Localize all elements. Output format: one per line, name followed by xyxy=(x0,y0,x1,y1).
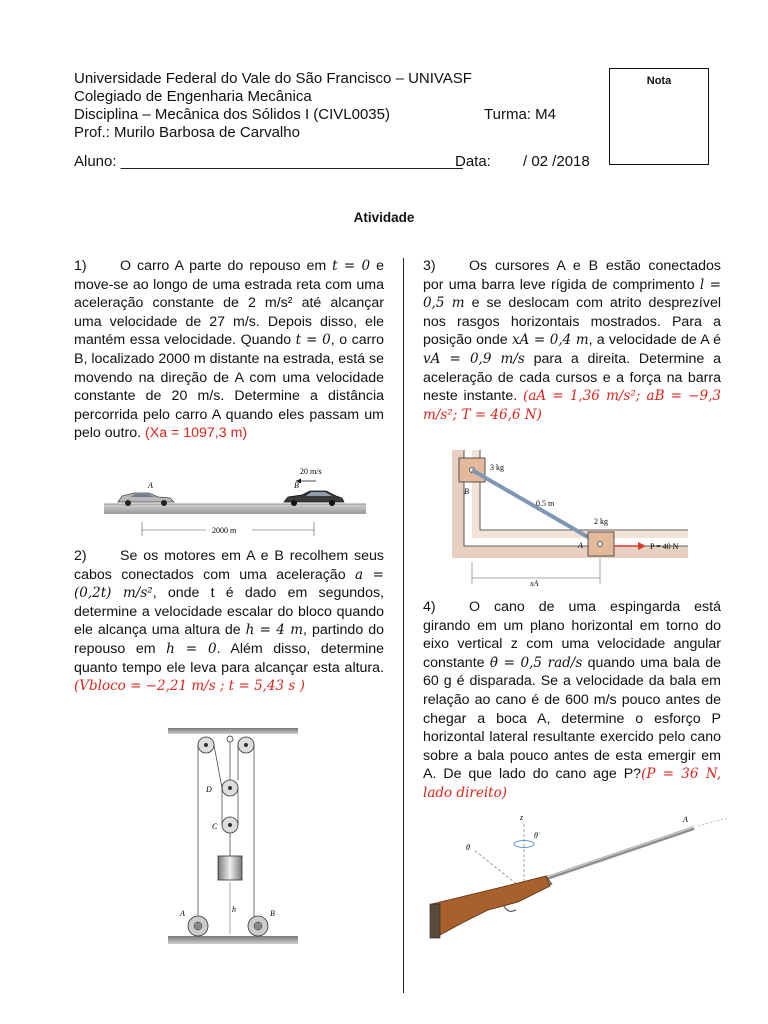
q4-fig-label-a: A xyxy=(683,815,688,824)
q3-text-a: Os cursores A e B estão conectados por uma barra leve rígida de comprimento xyxy=(423,258,721,293)
q4-text-a: O cano de uma espingarda está girando em um plano horizontal em torno do eixo vertical z com uma velocidade angular constante xyxy=(423,599,721,671)
question-3 xyxy=(423,257,721,424)
q3-figure xyxy=(452,450,688,588)
header-university: Universidade Federal do Vale do São Francisco – UNIVASF xyxy=(74,70,472,87)
q2-fig-label-d: D xyxy=(206,785,212,794)
column-divider xyxy=(403,258,404,993)
q1-eq-t0: t = 0 xyxy=(332,258,371,274)
q1-number: 1) xyxy=(74,258,87,274)
question-4 xyxy=(423,598,721,803)
top-pulley-left-icon xyxy=(198,737,214,753)
q4-eq-w: θ̇ = 0,5 rad/s xyxy=(489,654,583,671)
q2-text-c: , partindo do repouso em xyxy=(74,622,384,657)
top-pulley-right-icon xyxy=(238,737,254,753)
motor-b-icon xyxy=(248,916,268,936)
q2-text-b: , onde t é dado em segundos, determine a velocidade escalar do bloco quando ele alcança uma altura de xyxy=(74,585,384,639)
header-discipline: Disciplina – Mecânica dos Sólidos I (CIVL0035) xyxy=(74,106,390,123)
header-department: Colegiado de Engenharia Mecânica xyxy=(74,88,312,105)
q2-figure xyxy=(168,728,298,944)
q3-text-b: e se deslocam com atrito desprezível nos rasgos horizontais mostrados. Para a posição onde xyxy=(423,295,721,349)
pulley-c-icon xyxy=(222,817,238,833)
q3-eq-l: l = 0,5 m xyxy=(423,276,721,312)
grade-label: Nota xyxy=(646,75,672,87)
motor-a-icon xyxy=(188,916,208,936)
q1-fig-distance: 2000 m xyxy=(212,526,237,535)
question-2 xyxy=(74,547,384,696)
question-1 xyxy=(74,257,384,443)
header-date-value: / 02 /2018 xyxy=(523,153,590,170)
q3-eq-v: vA = 0,9 m/s xyxy=(423,350,525,367)
q2-fig-label-b: B xyxy=(270,909,275,918)
q2-eq-a: a = (0,2t) m/s² xyxy=(74,566,384,602)
q3-fig-mass-a: 2 kg xyxy=(594,517,608,526)
q3-number: 3) xyxy=(423,258,436,274)
pulley-d-icon xyxy=(222,780,238,796)
q1-fig-label-b: B xyxy=(294,481,299,490)
q3-text-c: , a velocidade de A é xyxy=(588,332,721,349)
q1-answer: (Xa = 1097,3 m) xyxy=(145,425,248,442)
q1-figure xyxy=(104,466,366,542)
q4-number: 4) xyxy=(423,599,436,615)
q3-answer: (aA = 1,36 m/s²; aB = −9,3 m/s²; T = 46,6 N) xyxy=(423,388,722,423)
grade-box xyxy=(609,68,709,165)
q4-fig-thetadot: θ̇ xyxy=(534,831,538,840)
q2-fig-label-h: h xyxy=(232,905,236,914)
q2-eq-h: h = 4 m xyxy=(245,622,304,639)
q4-answer: (P = 36 N, lado direito) xyxy=(423,766,721,801)
q2-text-a: Se os motores em A e B recolhem seus cabos conectados com uma aceleração xyxy=(74,548,384,583)
q3-text-d: para a direita. Determine a aceleração de cada cursos e a força na barra neste instante. xyxy=(423,350,721,405)
q2-eq-h0: h = 0 xyxy=(166,640,217,657)
rifle-stock-icon xyxy=(432,876,550,936)
q1-text-b: e move-se ao longo de uma estrada reta com uma aceleração constante de 2 m/s² até alcançar uma velocidade de 27 m/s. Depois disso, ele mantém essa velocidade. Quando xyxy=(74,258,384,349)
q4-fig-z: z xyxy=(520,813,524,822)
q1-fig-label-a: A xyxy=(148,481,153,490)
q2-fig-label-c: C xyxy=(212,822,218,831)
q3-fig-mass-b: 3 kg xyxy=(490,463,504,472)
q3-fig-force: P = 40 N xyxy=(650,542,679,551)
q4-text-b: quando uma bala de 60 g é disparada. Se a velocidade da bala em relação ao cano é de 600 m/s pouco antes de chegar a boca A, determine o esforço P horizontal lateral resultante exercido pelo cano sobre a bala pouco antes de esta emergir em A. De que lado do cano age P? xyxy=(423,654,721,783)
q4-figure xyxy=(428,810,734,944)
header-date-label: Data: xyxy=(455,153,491,170)
q1-text-a: O carro A parte do repouso em xyxy=(120,258,327,274)
q2-fig-label-a: A xyxy=(180,909,185,918)
page-title: Atividade xyxy=(353,210,415,225)
header-professor: Prof.: Murilo Barbosa de Carvalho xyxy=(74,124,300,141)
hanging-block-icon xyxy=(218,856,242,880)
q3-fig-label-b: B xyxy=(464,487,469,496)
header-class: Turma: M4 xyxy=(484,106,556,123)
q2-answer: (Vbloco = −2,21 m/s ; t = 5,43 s ) xyxy=(74,678,305,695)
q1-eq-t0b: t = 0 xyxy=(295,332,331,349)
q3-fig-label-a: A xyxy=(578,541,583,550)
q1-fig-speed: 20 m/s xyxy=(300,467,322,476)
q2-number: 2) xyxy=(74,548,87,564)
q3-eq-x: xA = 0,4 m xyxy=(511,332,589,349)
q2-text-d: . Além disso, determine quanto tempo ele leva para alcançar esta altura. xyxy=(74,640,384,676)
header-student: Aluno: _________________________________________ xyxy=(74,153,463,170)
q1-text-c: , o carro B, localizado 2000 m distante na estrada, está se movendo na direção de A com uma velocidade constante de 20 m/s. Determine a distância percorrida pelo carro A quando eles passam um pelo outro. xyxy=(74,332,384,442)
q4-fig-theta: θ xyxy=(466,843,470,852)
q3-fig-length: 0.5 m xyxy=(536,499,555,508)
q3-fig-xa: xA xyxy=(530,579,539,588)
